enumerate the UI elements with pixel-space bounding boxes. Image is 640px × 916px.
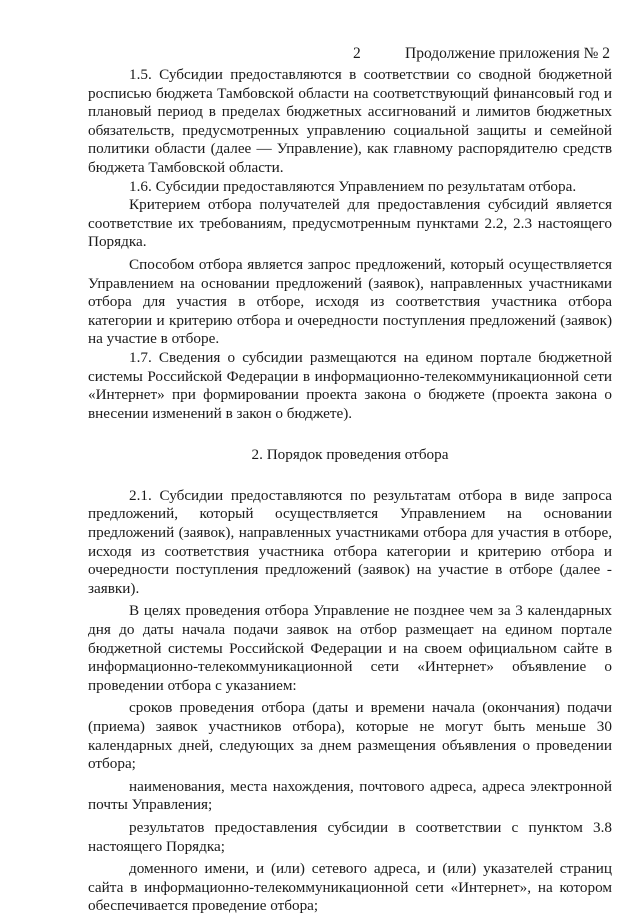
list-item-names-addresses: наименования, места нахождения, почтового адреса, адреса электронной почты Управления; xyxy=(88,777,612,814)
paragraph-1-7: 1.7. Сведения о субсидии размещаются на едином портале бюджетной системы Российской Федерации в информационно-телекоммуникационной сети «Интернет» при формировании проекта закона о бюджете (проекта закона о внесении изменений в закон о бюджете). xyxy=(88,348,612,422)
paragraph-announcement: В целях проведения отбора Управление не позднее чем за 3 календарных дня до даты начала подачи заявок на отбор размещает на едином портале бюджетной системы Российской Федерации и на своем официальном сайте в информационно-телекоммуникационной сети «Интернет» объявление о проведении отбора с указанием: xyxy=(88,602,612,694)
paragraph-1-6: 1.6. Субсидии предоставляются Управлением по результатам отбора. xyxy=(129,177,577,195)
page-header xyxy=(88,44,610,64)
appendix-continuation-label: Продолжение приложения № 2 xyxy=(405,45,610,62)
paragraph-2-1: 2.1. Субсидии предоставляются по результатам отбора в виде запроса предложений, который осуществляется Управлением на основании предложений (заявок), направленных участниками отбора для участия в отборе, исходя из соответствия участника отбора категории и критерию отбора и очередности поступления предложений (заявок) на участие в отборе (далее - заявки). xyxy=(88,486,612,597)
list-item-deadlines: сроков проведения отбора (даты и времени начала (окончания) подачи (приема) заявок участников отбора), которые не могут быть меньше 30 календарных дней, следующих за днем размещения объявления о проведении отбора; xyxy=(88,699,612,773)
document-body xyxy=(88,66,612,916)
section-heading: 2. Порядок проведения отбора xyxy=(251,446,449,464)
paragraph-selection-method: Способом отбора является запрос предложений, который осуществляется Управлением на основании предложений (заявок), направленных участниками отбора для участия в отборе, исходя из соответствия участника отбора категории и критерию отбора и очередности поступления предложений (заявок) на участие в отборе. xyxy=(88,255,612,348)
paragraph-1-5: 1.5. Субсидии предоставляются в соответствии со сводной бюджетной росписью бюджета Тамбовской области на соответствующий финансовый год и плановый период в пределах бюджетных ассигнований и лимитов бюджетных обязательств, предусмотренных управлению социальной защиты и семейной политики области (далее — Управление), как главному распорядителю средств бюджета Тамбовской области. xyxy=(88,66,612,176)
page-number: 2 xyxy=(353,45,361,62)
list-item-results: результатов предоставления субсидии в соответствии с пунктом 3.8 настоящего Порядка; xyxy=(88,818,612,855)
list-item-domain-name: доменного имени, и (или) сетевого адреса, и (или) указателей страниц сайта в информационно-телекоммуникационной сети «Интернет», на котором обеспечивается проведение отбора; xyxy=(88,860,612,915)
paragraph-selection-criterion: Критерием отбора получателей для предоставления субсидий является соответствие их требованиям, предусмотренным пунктами 2.2, 2.3 настоящего Порядка. xyxy=(88,196,612,251)
